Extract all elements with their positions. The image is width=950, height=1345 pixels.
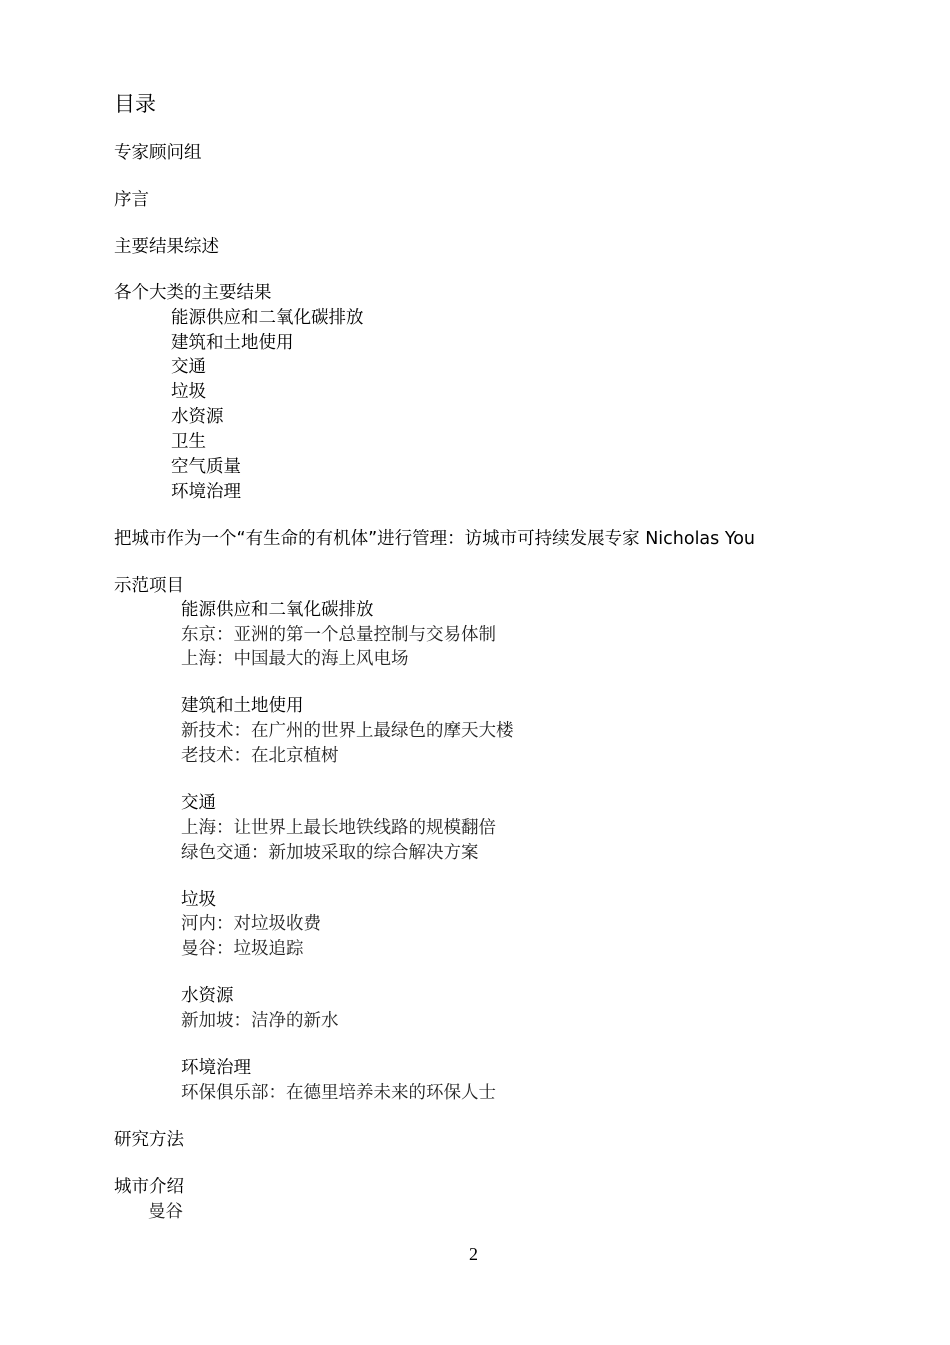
- toc-demo-group-title: 环境治理: [181, 1058, 251, 1078]
- toc-demo-item: 新技术：在广州的世界上最绿色的摩天大楼: [181, 721, 514, 741]
- toc-city-intro-item: 曼谷: [148, 1202, 183, 1222]
- toc-demo-item: 上海：中国最大的海上风电场: [181, 649, 409, 669]
- toc-category-item: 空气质量: [171, 457, 241, 477]
- toc-demo-item: 曼谷：垃圾追踪: [181, 939, 304, 959]
- toc-demo-group-title: 交通: [181, 793, 216, 813]
- toc-category-item: 交通: [171, 357, 206, 377]
- toc-demo-item: 绿色交通：新加坡采取的综合解决方案: [181, 843, 479, 863]
- toc-key-results-summary: 主要结果综述: [114, 237, 219, 257]
- toc-category-item: 建筑和土地使用: [171, 333, 294, 353]
- toc-demo-item: 新加坡：洁净的新水: [181, 1011, 339, 1031]
- toc-demo-group-title: 水资源: [181, 986, 234, 1006]
- toc-demo-item: 上海：让世界上最长地铁线路的规模翻倍: [181, 818, 496, 838]
- toc-category-item: 能源供应和二氧化碳排放: [171, 308, 364, 328]
- toc-demo-group-title: 垃圾: [181, 890, 216, 910]
- toc-demo-group-title: 建筑和土地使用: [181, 696, 304, 716]
- toc-methodology: 研究方法: [114, 1130, 184, 1150]
- toc-demo-projects-heading: 示范项目: [114, 576, 184, 596]
- toc-demo-item: 东京：亚洲的第一个总量控制与交易体制: [181, 625, 496, 645]
- page-number: 2: [469, 1244, 478, 1264]
- toc-preface: 序言: [114, 190, 149, 210]
- toc-expert-panel: 专家顾问组: [114, 143, 202, 163]
- toc-demo-item: 河内：对垃圾收费: [181, 914, 321, 934]
- toc-demo-item: 环保俱乐部：在德里培养未来的环保人士: [181, 1083, 496, 1103]
- toc-category-item: 卫生: [171, 432, 206, 452]
- toc-demo-item: 老技术：在北京植树: [181, 746, 339, 766]
- toc-title: 目录: [114, 92, 156, 116]
- toc-city-intro-heading: 城市介绍: [114, 1177, 184, 1197]
- toc-category-item: 垃圾: [171, 382, 206, 402]
- toc-category-item: 水资源: [171, 407, 224, 427]
- toc-demo-group-title: 能源供应和二氧化碳排放: [181, 600, 374, 620]
- toc-interview: 把城市作为一个“有生命的有机体”进行管理：访城市可持续发展专家 Nicholas You: [114, 529, 755, 549]
- toc-category-item: 环境治理: [171, 482, 241, 502]
- toc-category-results-heading: 各个大类的主要结果: [114, 283, 272, 303]
